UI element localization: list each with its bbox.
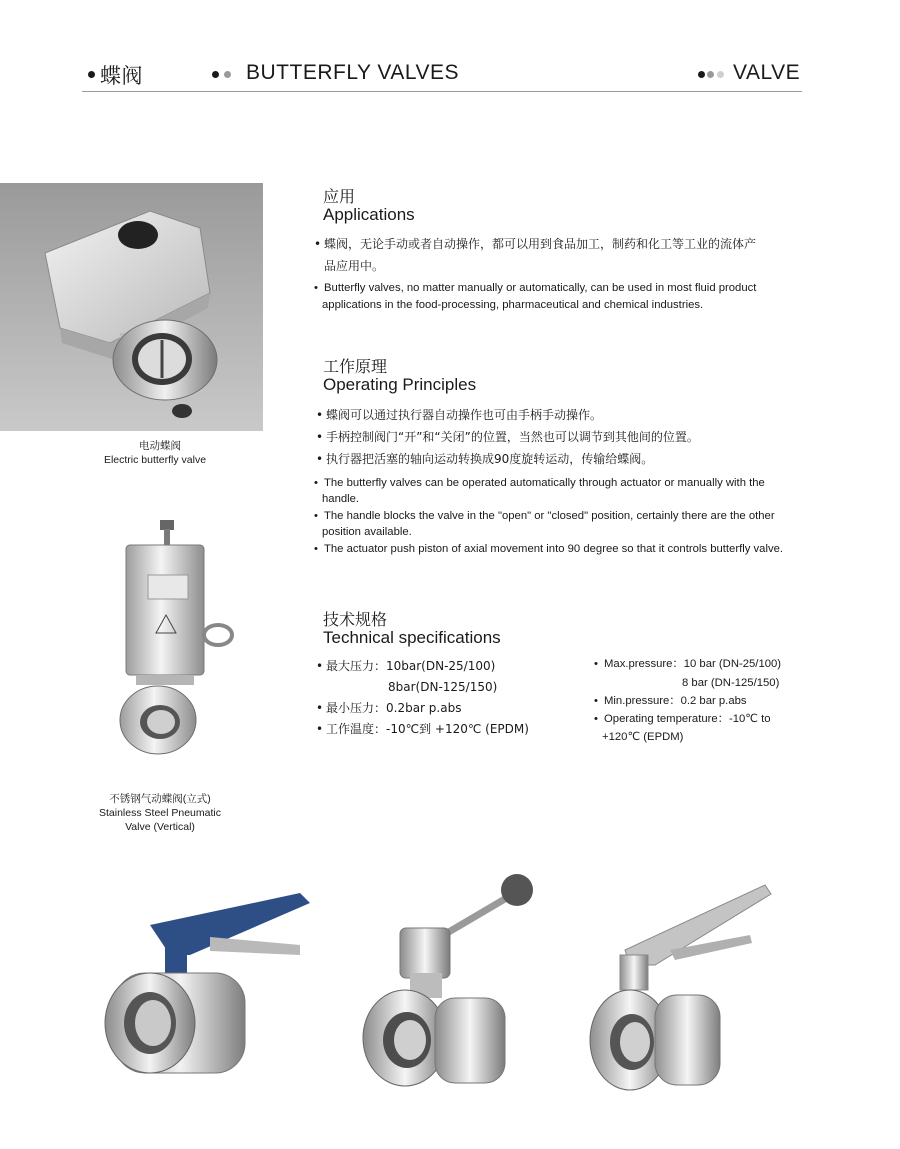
header-dot-gray-icon — [224, 71, 231, 78]
electric-butterfly-valve-image — [0, 183, 263, 431]
principles-cn-item: • 手柄控制阀门“开”和“关闭”的位置，当然也可以调节到其他间的位置。 — [326, 426, 699, 448]
applications-en-item: applications in the food-processing, pharmaceutical and chemical industries. — [322, 299, 704, 311]
pneumatic-butterfly-valve-image — [108, 515, 238, 780]
pneumatic-valve-caption-cn: 不锈钢气动蝶阀(立式) — [109, 793, 211, 805]
specs-title-en: Technical specifications — [323, 628, 501, 647]
header-rule — [82, 91, 802, 92]
principles-en-item: • The butterfly valves can be operated automatically through actuator or manually with the — [324, 475, 765, 492]
header-left-title: 蝶阀 — [100, 64, 143, 88]
spec-en-max-pressure-2: 8 bar (DN-125/150) — [682, 677, 780, 689]
spec-en-min-pressure: • Min.pressure：0.2 bar p.abs — [604, 693, 747, 710]
header-dot-dark-icon — [698, 71, 705, 78]
principles-en-item: • The actuator push piston of axial movement into 90 degree so that it controls butterfly valve. — [324, 541, 783, 558]
pneumatic-valve-caption-en-1: Stainless Steel Pneumatic — [99, 807, 221, 819]
applications-cn-item: • 蝶阀，无论手动或者自动操作，都可以用到食品加工，制药和化工等工业的流体产 — [324, 233, 756, 255]
electric-valve-caption-en: Electric butterfly valve — [103, 454, 207, 466]
spec-cn-min-pressure: • 最小压力：0.2bar p.abs — [326, 697, 461, 719]
applications-cn-item: 品应用中。 — [324, 259, 385, 273]
header-bullet-icon — [88, 71, 95, 78]
spec-en-max-pressure: • Max.pressure：10 bar (DN-25/100) — [604, 656, 781, 673]
spec-cn-max-pressure: • 最大压力：10bar(DN-25/100) — [326, 655, 495, 677]
principles-title-en: Operating Principles — [323, 375, 477, 394]
principles-en-item: position available. — [322, 526, 412, 538]
spec-cn-temperature: • 工作温度：-10℃到 +120℃ (EPDM) — [326, 718, 529, 740]
applications-title-cn: 应用 — [323, 187, 356, 206]
principles-en-item: handle. — [322, 493, 360, 505]
specs-title-cn: 技术规格 — [323, 610, 388, 629]
principles-cn-item: • 执行器把活塞的轴向运动转换成90度旋转运动，传输给蝶阀。 — [326, 448, 653, 470]
spec-en-temperature-2: +120℃ (EPDM) — [602, 731, 684, 743]
spec-en-temperature: • Operating temperature：-10℃ to — [604, 711, 771, 728]
header-right-title: VALVE — [733, 61, 801, 84]
spec-cn-max-pressure-2: 8bar(DN-125/150) — [388, 680, 498, 694]
manual-valve-steel-handle-image — [585, 880, 785, 1102]
electric-valve-caption-cn: 电动蝶阀 — [139, 440, 181, 452]
principles-cn-item: • 蝶阀可以通过执行器自动操作也可由手柄手动操作。 — [326, 404, 602, 426]
manual-valve-ball-handle-image — [355, 868, 555, 1100]
applications-en-item: • Butterfly valves, no matter manually or automatically, can be used in most fluid product — [324, 280, 756, 297]
applications-title-en: Applications — [323, 205, 415, 224]
principles-en-item: • The handle blocks the valve in the "open" or "closed" position, certainly there are the other — [324, 508, 775, 525]
header-center-title: BUTTERFLY VALVES — [246, 61, 460, 84]
header-dot-light-icon — [717, 71, 724, 78]
header-dot-dark-icon — [212, 71, 219, 78]
principles-title-cn: 工作原理 — [323, 357, 388, 376]
header-dot-gray-icon — [707, 71, 714, 78]
pneumatic-valve-caption-en-2: Valve (Vertical) — [125, 821, 195, 833]
manual-valve-blue-handle-image — [95, 885, 320, 1100]
